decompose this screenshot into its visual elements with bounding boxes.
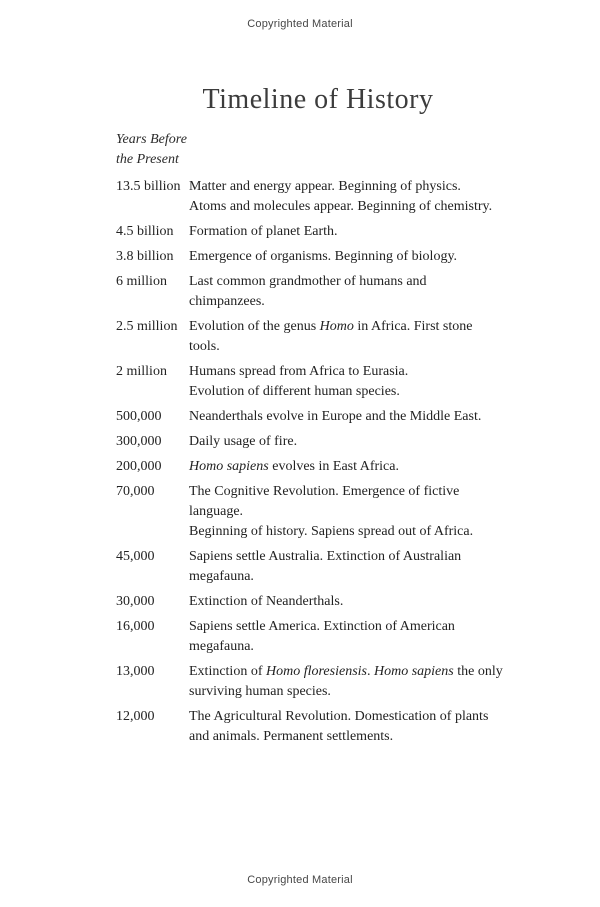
entry-year: 13,000	[116, 664, 155, 679]
entry-text: chimpanzees.	[189, 294, 265, 309]
entry-text: Evolution of different human species.	[189, 384, 400, 399]
entry-text: tools.	[189, 339, 220, 354]
entry-text: megafauna.	[189, 569, 254, 584]
entry-year: 4.5 billion	[116, 224, 174, 239]
timeline-entry	[116, 547, 520, 587]
entry-description	[189, 547, 520, 587]
entry-text: .	[366, 664, 374, 679]
entry-text: Daily usage of fire.	[189, 434, 298, 449]
entry-description	[189, 177, 520, 217]
entry-text-italic: Homo sapiens	[189, 459, 269, 474]
entry-description	[189, 222, 520, 242]
entry-text-italic: Homo sapiens	[373, 664, 454, 679]
entry-text: Extinction of	[189, 664, 266, 679]
entry-description	[189, 482, 520, 542]
entry-text: Sapiens settle America. Extinction of American	[189, 619, 455, 634]
entry-line	[189, 707, 520, 727]
entry-description	[189, 432, 520, 452]
entry-line	[189, 317, 520, 337]
entry-text: Sapiens settle Australia. Extinction of Australian	[189, 549, 462, 564]
entry-line	[189, 457, 520, 477]
timeline-entry	[116, 407, 520, 427]
entry-year: 16,000	[116, 619, 155, 634]
entry-text: Evolution of the genus	[189, 319, 320, 334]
entry-line	[189, 662, 520, 682]
entry-year: 6 million	[116, 274, 167, 289]
entry-text: surviving human species.	[189, 684, 331, 699]
entry-line	[189, 177, 520, 197]
entry-description	[189, 362, 520, 402]
entry-text: megafauna.	[189, 639, 254, 654]
entry-year: 45,000	[116, 549, 155, 564]
timeline	[116, 177, 520, 747]
entry-year: 2.5 million	[116, 319, 178, 334]
entry-description	[189, 707, 520, 747]
entry-text: Atoms and molecules appear. Beginning of chemistry.	[189, 199, 493, 214]
entry-line	[189, 482, 520, 502]
timeline-entry	[116, 432, 520, 452]
timeline-entry	[116, 317, 520, 357]
entry-line	[189, 547, 520, 567]
entry-year: 12,000	[116, 709, 155, 724]
entry-line	[189, 682, 520, 702]
timeline-entry	[116, 247, 520, 267]
entry-description	[189, 317, 520, 357]
entry-line	[189, 292, 520, 312]
copyright-notice-top: Copyrighted Material	[247, 18, 353, 30]
entry-text: Emergence of organisms. Beginning of biology.	[189, 249, 458, 264]
entry-line	[189, 407, 520, 427]
timeline-entry	[116, 617, 520, 657]
timeline-entry	[116, 457, 520, 477]
entry-line	[189, 362, 520, 382]
entry-description	[189, 592, 520, 612]
years-before-header	[116, 130, 520, 170]
entry-description	[189, 272, 520, 312]
entry-text-italic: Homo	[319, 319, 354, 334]
entry-text: the only	[453, 664, 503, 679]
timeline-entry	[116, 222, 520, 242]
entry-description	[189, 457, 520, 477]
years-before-header-line1: Years Before	[116, 132, 187, 147]
entry-text: Extinction of Neanderthals.	[189, 594, 344, 609]
timeline-entry	[116, 662, 520, 702]
entry-description	[189, 407, 520, 427]
entry-year: 2 million	[116, 364, 167, 379]
entry-description	[189, 247, 520, 267]
entry-line	[189, 637, 520, 657]
entry-line	[189, 222, 520, 242]
entry-text: and animals. Permanent settlements.	[189, 729, 394, 744]
timeline-entry	[116, 707, 520, 747]
entry-line	[189, 382, 520, 402]
entry-year: 3.8 billion	[116, 249, 174, 264]
timeline-entry	[116, 592, 520, 612]
entry-description	[189, 617, 520, 657]
copyright-notice-bottom: Copyrighted Material	[247, 874, 353, 886]
entry-line	[189, 502, 520, 522]
entry-line	[189, 337, 520, 357]
entry-year: 30,000	[116, 594, 155, 609]
entry-line	[189, 432, 520, 452]
entry-text-italic: Homo floresiensis	[266, 664, 367, 679]
entry-text: Matter and energy appear. Beginning of physics.	[189, 179, 461, 194]
entry-line	[189, 617, 520, 637]
entry-line	[189, 197, 520, 217]
entry-text: Formation of planet Earth.	[189, 224, 338, 239]
entry-year: 200,000	[116, 459, 162, 474]
timeline-entry	[116, 177, 520, 217]
entry-line	[189, 567, 520, 587]
entry-line	[189, 522, 520, 542]
entry-line	[189, 247, 520, 267]
entry-description	[189, 662, 520, 702]
timeline-entry	[116, 272, 520, 312]
book-page-content	[116, 84, 520, 752]
entry-year: 500,000	[116, 409, 162, 424]
entry-text: Humans spread from Africa to Eurasia.	[189, 364, 409, 379]
entry-text: Beginning of history. Sapiens spread out of Africa.	[189, 524, 474, 539]
entry-text: Last common grandmother of humans and	[189, 274, 427, 289]
entry-text: Neanderthals evolve in Europe and the Middle East.	[189, 409, 482, 424]
entry-line	[189, 592, 520, 612]
entry-text: evolves in East Africa.	[268, 459, 399, 474]
entry-year: 13.5 billion	[116, 179, 181, 194]
entry-line	[189, 727, 520, 747]
entry-year: 300,000	[116, 434, 162, 449]
entry-text: language.	[189, 504, 244, 519]
page-title: Timeline of History	[202, 84, 434, 115]
years-before-header-line2: the Present	[116, 152, 179, 167]
entry-text: The Cognitive Revolution. Emergence of fictive	[189, 484, 460, 499]
timeline-entry	[116, 362, 520, 402]
timeline-entry	[116, 482, 520, 542]
entry-text: in Africa. First stone	[353, 319, 473, 334]
entry-year: 70,000	[116, 484, 155, 499]
entry-text: The Agricultural Revolution. Domestication of plants	[189, 709, 489, 724]
entry-line	[189, 272, 520, 292]
